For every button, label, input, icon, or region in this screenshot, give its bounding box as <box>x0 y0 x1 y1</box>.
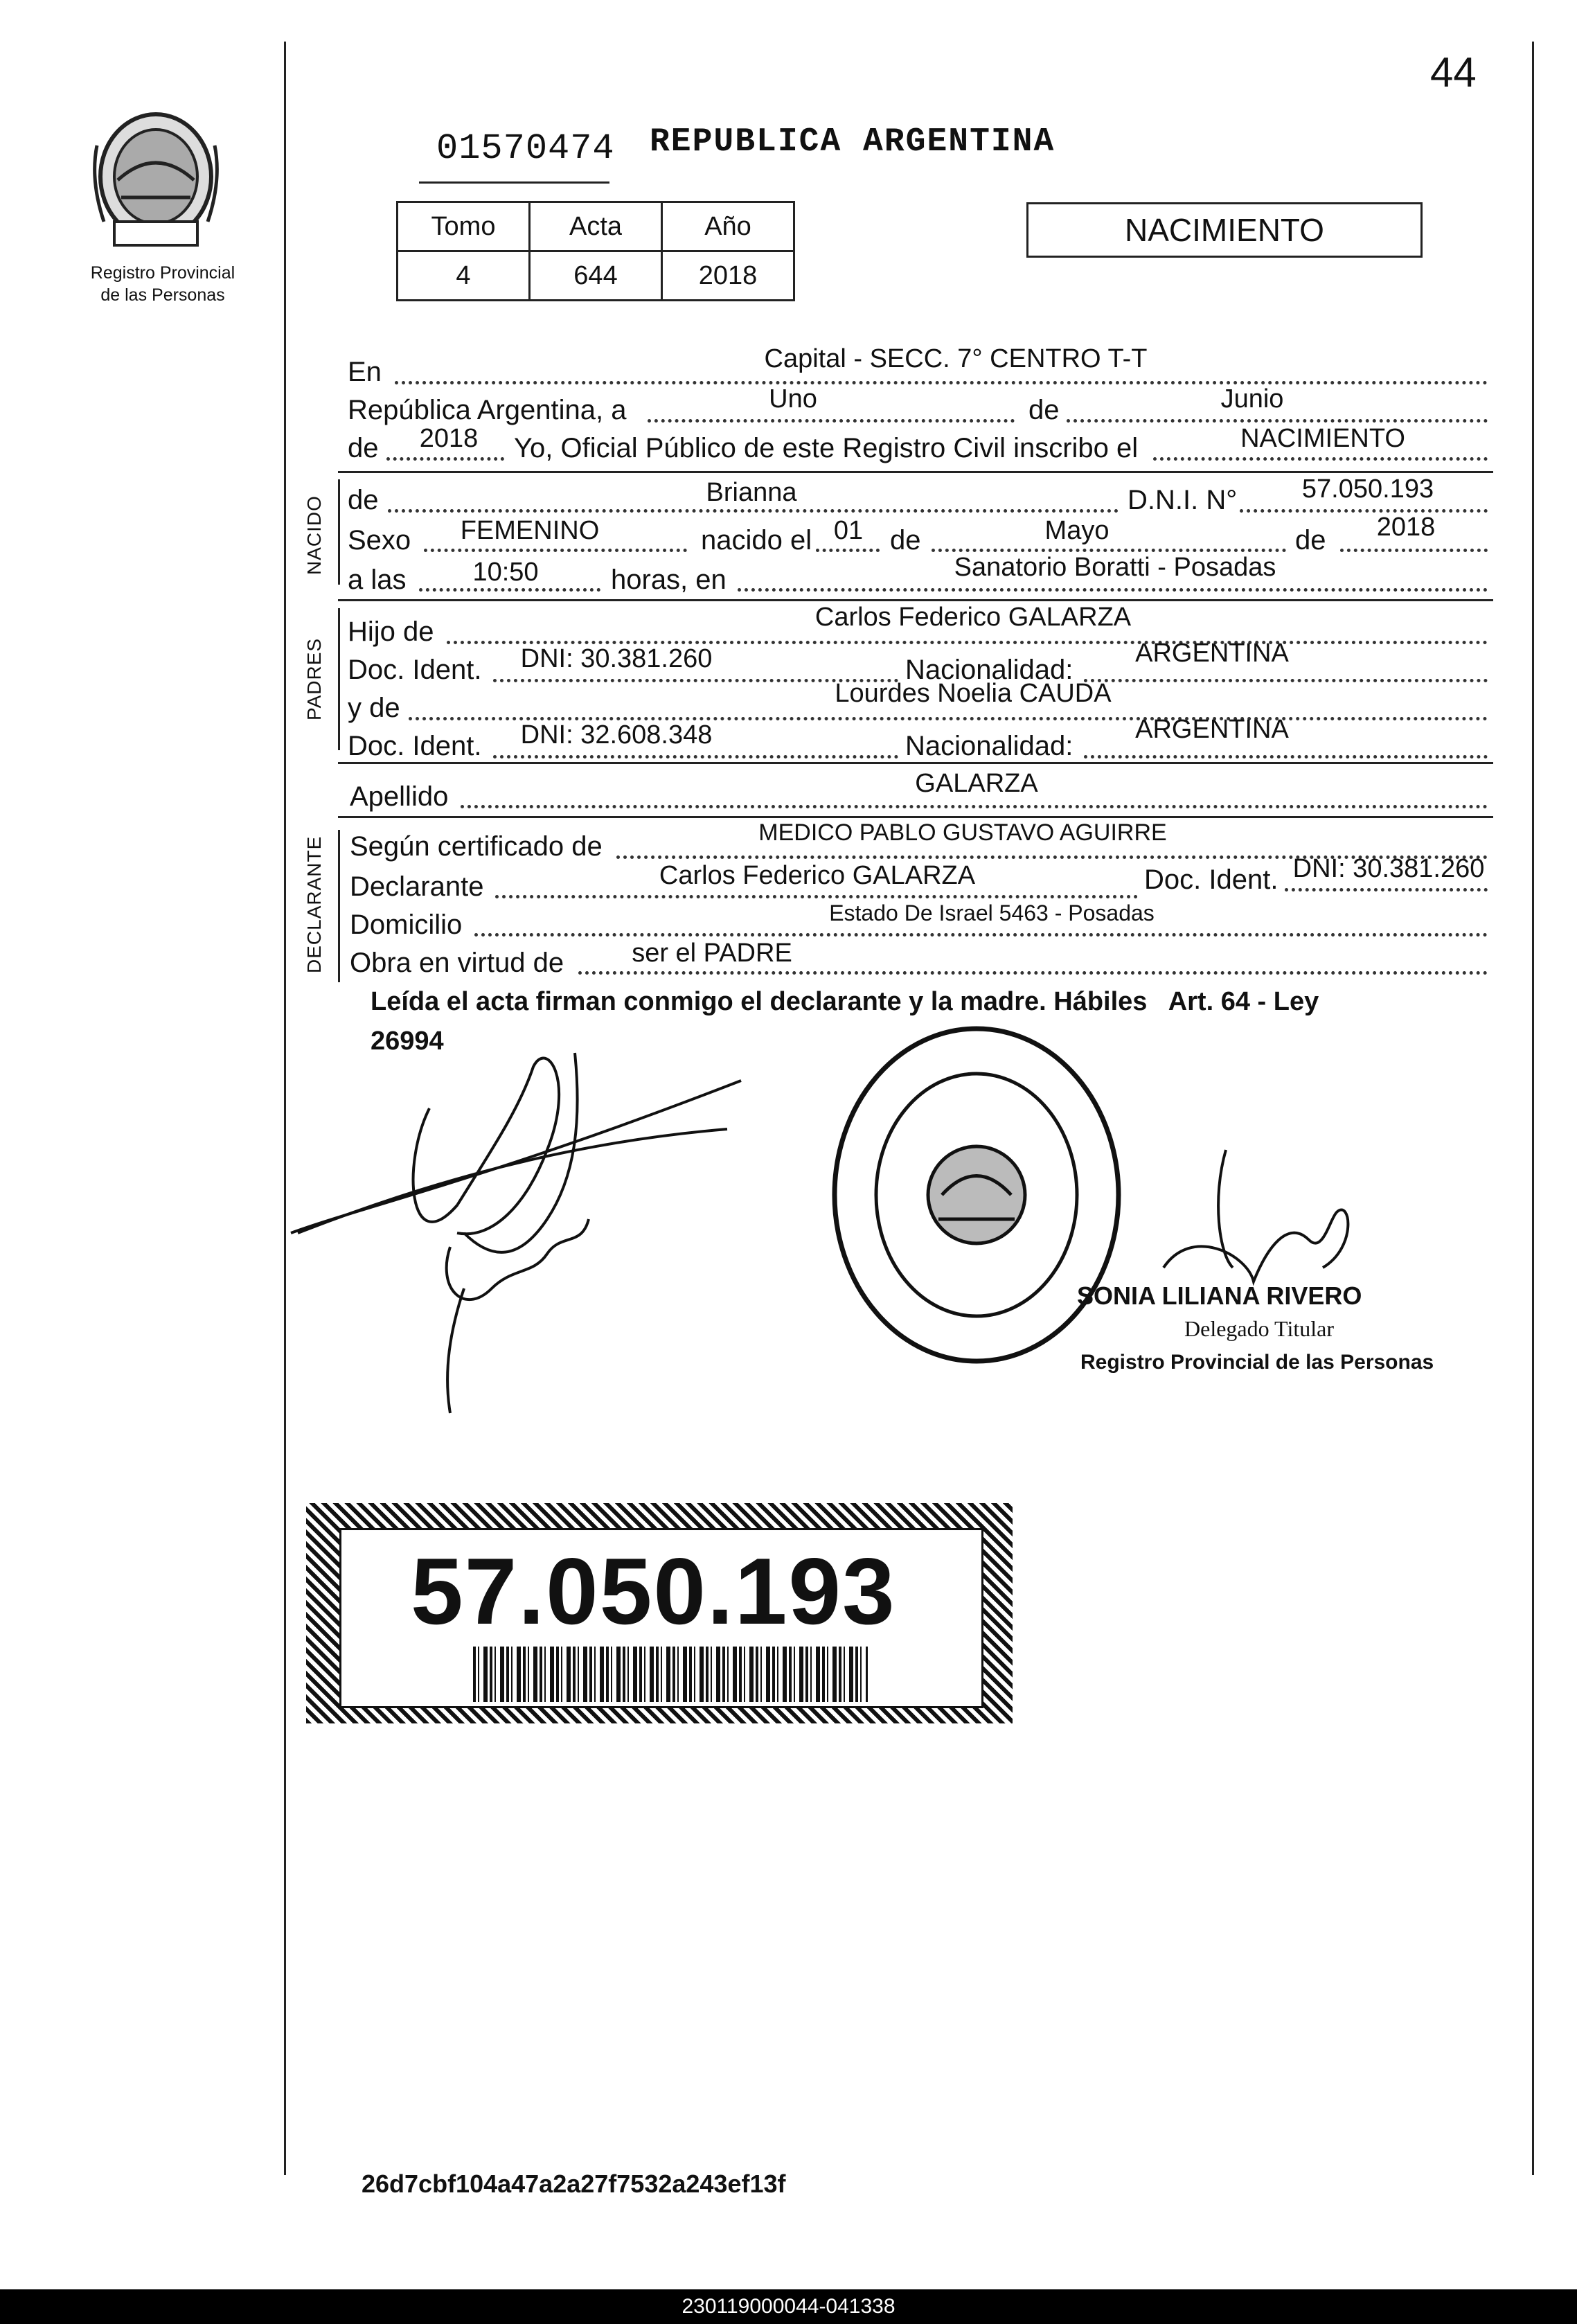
de-label: de <box>1028 395 1060 425</box>
closing-line-2: 26994 <box>371 1027 444 1056</box>
obra-value: ser el PADRE <box>632 939 792 968</box>
place-dots <box>738 588 1488 592</box>
official-name: SONIA LILIANA RIVERO <box>1077 1281 1362 1310</box>
issuer-name-line1: Registro Provincial <box>90 263 235 283</box>
mother-nationality: ARGENTINA <box>1135 715 1289 744</box>
de2-label: de <box>348 433 379 463</box>
table-value-acta: 644 <box>530 251 662 301</box>
rule-2 <box>338 599 1493 601</box>
page-number: 44 <box>1430 49 1477 96</box>
footer-code: 230119000044-041338 <box>681 2295 896 2318</box>
year-dots <box>386 457 504 461</box>
birth-de-label: de <box>890 525 921 556</box>
birth-place: Sanatorio Boratti - Posadas <box>954 553 1276 582</box>
republica-label: República Argentina, a <box>348 395 627 425</box>
day-dots <box>648 419 1015 423</box>
country-title: REPUBLICA ARGENTINA <box>650 123 1055 161</box>
apellido-dots <box>461 805 1488 808</box>
declarant-signature-icon <box>284 1025 769 1455</box>
statement-dots <box>1153 457 1488 461</box>
a-las-label: a las <box>348 565 407 595</box>
declarante-dots <box>495 895 1138 898</box>
domicilio-value: Estado De Israel 5463 - Posadas <box>829 901 1155 925</box>
father-doc-label: Doc. Ident. <box>348 655 482 685</box>
statement-value: NACIMIENTO <box>1240 424 1405 453</box>
nacido-de-label: de <box>348 485 379 515</box>
intro-month: Junio <box>1220 384 1284 414</box>
obra-dots <box>578 971 1488 975</box>
father-nat-label: Nacionalidad: <box>905 655 1073 685</box>
cert-label: Según certificado de <box>350 831 603 862</box>
dni-label: D.N.I. N° <box>1128 485 1238 515</box>
mother-doc-dots <box>493 755 898 759</box>
father-nationality: ARGENTINA <box>1135 639 1289 668</box>
birth-day: 01 <box>833 516 864 545</box>
birth-year-dots <box>1340 549 1488 552</box>
record-type-box <box>1026 202 1423 258</box>
dni-dots <box>1240 509 1488 513</box>
cert-value: MEDICO PABLO GUSTAVO AGUIRRE <box>758 819 1167 846</box>
dni-barcode-label <box>306 1503 1013 1723</box>
decl-doc-label: Doc. Ident. <box>1144 864 1278 895</box>
control-number-underline <box>419 181 609 184</box>
sexo-dots <box>424 549 687 552</box>
table-header-tomo: Tomo <box>398 202 530 251</box>
province-seal-icon <box>83 104 229 260</box>
right-margin-line <box>1532 42 1534 2175</box>
en-dots <box>395 381 1488 384</box>
mother-doc-label: Doc. Ident. <box>348 731 482 761</box>
barcode-icon <box>473 1647 868 1702</box>
sexo-label: Sexo <box>348 525 411 556</box>
mother-doc: DNI: 32.608.348 <box>520 720 713 749</box>
domicilio-label: Domicilio <box>350 910 463 940</box>
father-name: Carlos Federico GALARZA <box>814 603 1132 632</box>
birth-de2-label: de <box>1295 525 1326 556</box>
domicilio-dots <box>474 933 1488 937</box>
declarante-doc: DNI: 30.381.260 <box>1292 854 1485 883</box>
declarante-label: Declarante <box>350 871 484 902</box>
footer-bar <box>0 2289 1577 2324</box>
nacido-bracket <box>338 479 340 585</box>
nacido-el-label: nacido el <box>701 525 812 556</box>
document-hash: 26d7cbf104a47a2a27f7532a243ef13f <box>362 2170 786 2198</box>
birth-time: 10:50 <box>472 558 539 587</box>
y-de-label: y de <box>348 693 400 723</box>
intro-year: 2018 <box>419 424 479 453</box>
table-header-ano: Año <box>662 202 794 251</box>
child-name: Brianna <box>706 478 797 507</box>
statement: Yo, Oficial Público de este Registro Civil inscribo el <box>514 433 1139 463</box>
time-dots <box>419 588 600 592</box>
father-doc: DNI: 30.381.260 <box>520 644 713 673</box>
issuer-name-line2: de las Personas <box>100 285 225 305</box>
birth-day-dots <box>816 549 880 552</box>
month-dots <box>1067 419 1488 423</box>
name-dots <box>388 509 1119 513</box>
padres-section-label: PADRES <box>303 637 325 720</box>
mother-nat-label: Nacionalidad: <box>905 731 1073 761</box>
birth-month-dots <box>932 549 1286 552</box>
registry-stamp-icon <box>824 1018 1129 1372</box>
mother-name: Lourdes Noelia CAUDA <box>835 679 1112 708</box>
en-value: Capital - SECC. 7° CENTRO T-T <box>764 344 1148 373</box>
control-number: 01570474 <box>436 128 615 169</box>
sexo-value: FEMENINO <box>460 516 600 545</box>
record-type: NACIMIENTO <box>1125 212 1324 248</box>
birth-year: 2018 <box>1376 513 1436 542</box>
horas-en-label: horas, en <box>611 565 727 595</box>
dni-number: 57.050.193 <box>411 1538 896 1644</box>
official-title: Delegado Titular <box>1184 1316 1334 1341</box>
official-office: Registro Provincial de las Personas <box>1080 1351 1434 1374</box>
declarante-value: Carlos Federico GALARZA <box>659 861 976 890</box>
decl-doc-dots <box>1285 888 1488 892</box>
mother-nat-dots <box>1084 755 1488 759</box>
closing-line-1: Leída el acta firman conmigo el declarante y la madre. Hábiles Art. 64 - Ley <box>371 987 1319 1016</box>
declarante-bracket <box>338 830 340 982</box>
nacido-section-label: NACIDO <box>303 495 325 575</box>
apellido-value: GALARZA <box>915 769 1038 798</box>
obra-label: Obra en virtud de <box>350 948 564 978</box>
padres-bracket <box>338 608 340 750</box>
rule-4 <box>338 816 1493 818</box>
rule-3 <box>338 762 1493 764</box>
intro-day: Uno <box>769 384 817 414</box>
table-header-acta: Acta <box>530 202 662 251</box>
registry-table <box>396 201 795 301</box>
declarante-section-label: DECLARANTE <box>303 835 325 973</box>
apellido-label: Apellido <box>350 781 449 812</box>
father-nat-dots <box>1084 679 1488 682</box>
hijo-de-label: Hijo de <box>348 617 434 647</box>
table-value-ano: 2018 <box>662 251 794 301</box>
child-dni: 57.050.193 <box>1301 474 1434 504</box>
rule-1 <box>338 471 1493 473</box>
en-label: En <box>348 357 382 387</box>
dni-label-inner <box>339 1528 983 1708</box>
table-value-tomo: 4 <box>398 251 530 301</box>
birth-month: Mayo <box>1044 516 1110 545</box>
